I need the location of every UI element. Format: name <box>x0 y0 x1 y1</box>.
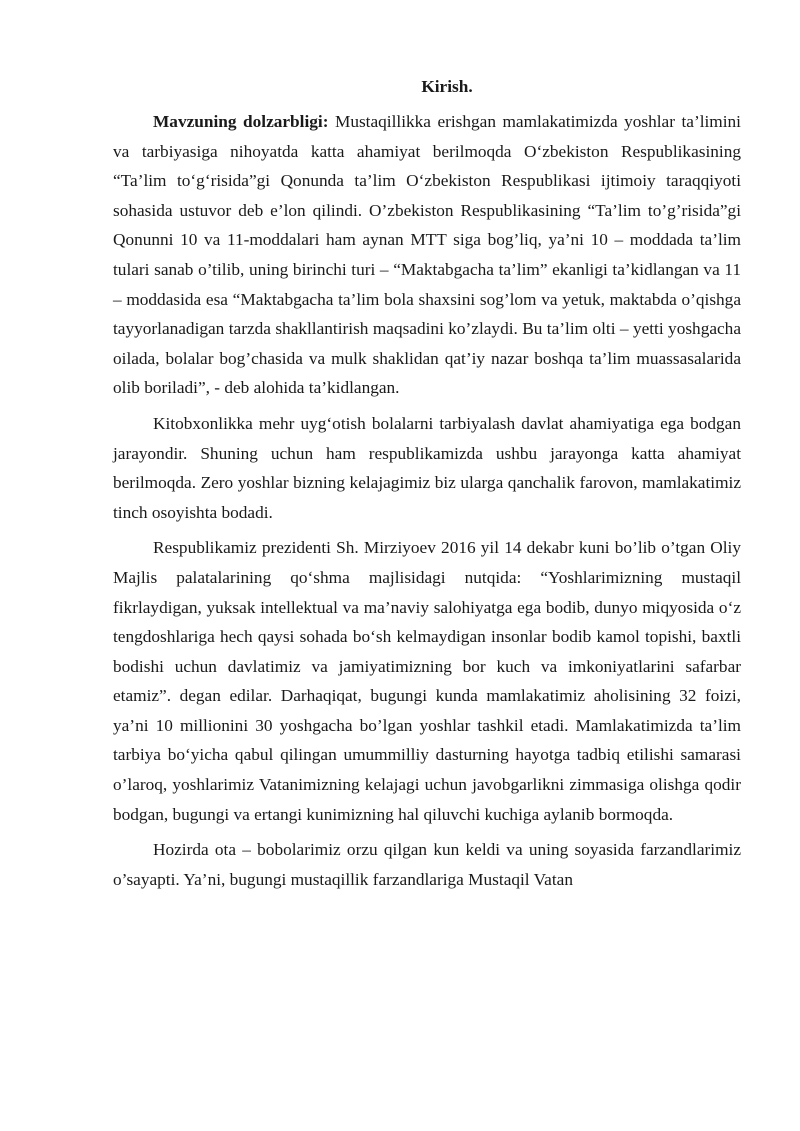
document-page <box>113 72 741 900</box>
paragraph-text: Mustaqillikka erishgan mamlakatimizda yoshlar ta’limini va tarbiyasiga nihoyatda katta ahamiyat berilmoqda O‘zbekiston Respublikasining “Ta’lim to‘g‘risida”gi Qonunda ta’lim O‘zbekiston Respublikasi ijtimoiy taraqqiyoti sohasida ustuvor deb e’lon qilindi. O’zbekiston Respublikasining “Ta’lim to’g’risida”gi Qonunni 10 va 11-moddalari ham aynan MTT siga bog’liq, ya’ni 10 – moddada ta’lim tulari sanab o’tilib, uning birinchi turi – “Maktabgacha ta’lim” ekanligi ta’kidlangan va 11 – moddasida esa “Maktabgacha ta’lim bola shaxsini sog’lom va yetuk, maktabda o’qishga tayyorlanadigan tarzda shakllantirish maqsadini ko’zlaydi. Bu ta’lim olti – yetti yoshgacha oilada, bolalar bog’chasida va mulk shaklidan qat’iy nazar boshqa ta’lim muassasalarida olib boriladi”, - deb alohida ta’kidlangan. <box>113 112 741 398</box>
paragraph-present-day: Hozirda ota – bobolarimiz orzu qilgan kun keldi va uning soyasida farzandlarimiz o’sayapti. Ya’ni, bugungi mustaqillik farzandlariga Mustaqil Vatan <box>113 840 741 889</box>
paragraph-relevance <box>113 107 741 403</box>
paragraph-president-speech: Respublikamiz prezidenti Sh. Mirziyoev 2016 yil 14 dekabr kuni bo’lib o’tgan Oliy Majlis palatalarining qo‘shma majlisidagi nutqida: “Yoshlarimizning mustaqil fikrlaydigan, yuksak intellektual va ma’naviy salohiyatga ega bodib, dunyo miqyosida o‘z tengdoshlariga hech qaysi sohada bo‘sh kelmaydigan insonlar bodib kamol topishi, baxtli bodishi uchun davlatimiz va jamiyatimizning bor kuch va imkoniyatlarini safarbar etamiz”. degan edilar. Darhaqiqat, bugungi kunda mamlakatimiz aholisining 32 foizi, ya’ni 10 millionini 30 yoshgacha bo’lgan yoshlar tashkil etadi. Mamlakatimizda ta’lim tarbiya bo‘yicha qabul qilingan umummilliy dasturning hayotga tadbiq etilishi samarasi o’laroq, yoshlarimiz Vatanimizning kelajagi uchun javobgarlikni zimmasiga olishga qodir bodgan, bugungi va ertangi kunimizning hal qiluvchi kuchiga aylanib bormoqda. <box>113 538 741 824</box>
paragraph-lead: Mavzuning dolzarbligi: <box>153 112 329 131</box>
document-title: Kirish. <box>421 77 473 96</box>
paragraph-reading: Kitobxonlikka mehr uyg‘otish bolalarni tarbiyalash davlat ahamiyatiga ega bodgan jarayondir. Shuning uchun ham respublikamizda ushbu jarayonga katta ahamiyat berilmoqda. Zero yoshlar bizning kelajagimiz biz ularga qanchalik farovon, mamlakatimiz tinch osoyishta bodadi. <box>113 413 741 522</box>
